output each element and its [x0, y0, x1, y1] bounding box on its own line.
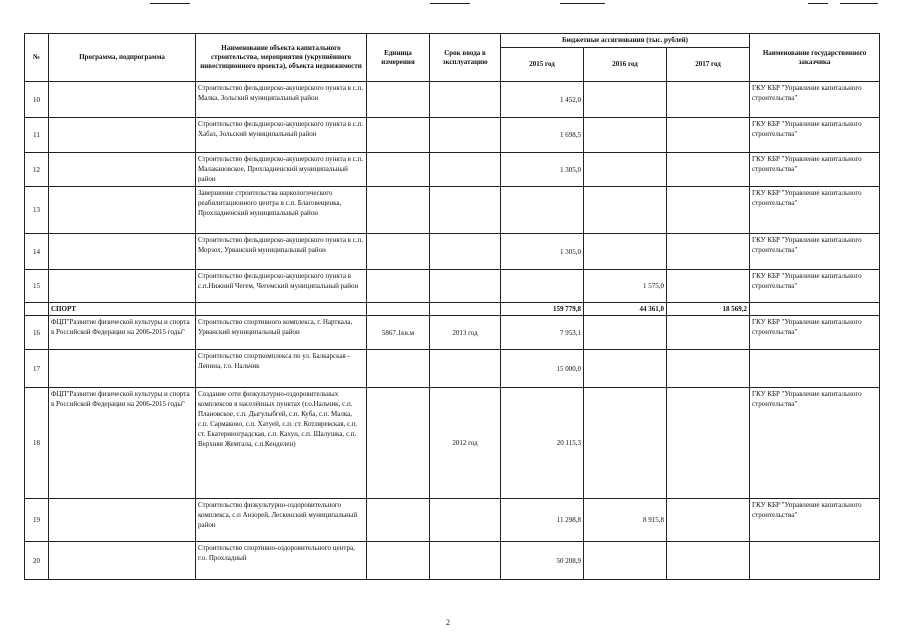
- value-2017-cell: [667, 234, 750, 270]
- term-cell: [430, 187, 501, 234]
- object-name-cell: Строительство физкультурно-оздоровительного комплекса, с.п Анзорей, Лескенский муниципальный район: [196, 499, 367, 542]
- customer-cell: ГКУ КБР "Управление капитального строительства": [750, 499, 880, 542]
- value-2015-cell: [501, 187, 584, 234]
- header-2017: 2017 год: [667, 48, 750, 82]
- table-row: [25, 499, 880, 542]
- value-2015-cell: 1 305,0: [501, 153, 584, 187]
- object-name-cell: Строительство фельдшерско-акушерского пункта в с.п. Морзох, Урванский муниципальный район: [196, 234, 367, 270]
- section-object-cell: [196, 303, 367, 316]
- unit-cell: 5867.1кв.м: [367, 316, 430, 350]
- budget-table: [24, 33, 880, 580]
- value-2016-cell: [584, 118, 667, 153]
- table-row: [25, 153, 880, 187]
- section-sport: [25, 303, 880, 316]
- row-number: 17: [25, 350, 49, 388]
- customer-cell: ГКУ КБР "Управление капитального строительства": [750, 118, 880, 153]
- row-number: 14: [25, 234, 49, 270]
- value-2015-cell: 1 305,0: [501, 234, 584, 270]
- term-cell: 2013 год: [430, 316, 501, 350]
- value-2016-cell: [584, 316, 667, 350]
- term-cell: [430, 234, 501, 270]
- value-2017-cell: [667, 316, 750, 350]
- customer-cell: ГКУ КБР "Управление капитального строительства": [750, 187, 880, 234]
- value-2016-cell: [584, 388, 667, 499]
- row-number: 12: [25, 153, 49, 187]
- term-cell: [430, 499, 501, 542]
- value-2016-cell: [584, 187, 667, 234]
- header-no: №: [25, 34, 49, 82]
- customer-cell: ГКУ КБР "Управление капитального строительства": [750, 316, 880, 350]
- header-program: Программа, подпрограмма: [49, 34, 196, 82]
- value-2015-cell: 7 953,1: [501, 316, 584, 350]
- header-2016: 2016 год: [584, 48, 667, 82]
- page-number: 2: [446, 618, 450, 627]
- term-cell: [430, 542, 501, 580]
- customer-cell: ГКУ КБР "Управление капитального строительства": [750, 82, 880, 118]
- program-cell: [49, 499, 196, 542]
- section-row: [25, 303, 880, 316]
- section-unit-cell: [367, 303, 430, 316]
- section-label: СПОРТ: [49, 303, 196, 316]
- object-name-cell: Строительство фельдшерско-акушерского пункта в с.п. Хабаз, Зольский муниципальный район: [196, 118, 367, 153]
- program-cell: ФЦП"Развитие физической культуры и спорта в Российской Федерации на 2006-2015 годы": [49, 388, 196, 499]
- object-name-cell: Строительство спортивного комплекса, г. Нарткала, Урванский муниципальный район: [196, 316, 367, 350]
- section-customer-cell: [750, 303, 880, 316]
- object-name-cell: Завершение строительства наркологического реабилитационного центра в с.п. Благовещенка, Прохладненский муниципальный район: [196, 187, 367, 234]
- program-cell: [49, 153, 196, 187]
- table-header: [25, 34, 880, 82]
- customer-cell: ГКУ КБР "Управление капитального строительства": [750, 153, 880, 187]
- customer-cell: ГКУ КБР "Управление капитального строительства": [750, 388, 880, 499]
- value-2017-cell: [667, 82, 750, 118]
- unit-cell: [367, 187, 430, 234]
- table-row: [25, 350, 880, 388]
- value-2016-cell: [584, 153, 667, 187]
- table-row: [25, 270, 880, 303]
- program-cell: [49, 542, 196, 580]
- value-2017-cell: [667, 118, 750, 153]
- program-cell: [49, 187, 196, 234]
- program-cell: [49, 270, 196, 303]
- value-2017-cell: [667, 153, 750, 187]
- value-2016-cell: 8 915,8: [584, 499, 667, 542]
- customer-cell: ГКУ КБР "Управление капитального строительства": [750, 270, 880, 303]
- table-row: [25, 388, 880, 499]
- row-number: 11: [25, 118, 49, 153]
- row-number: 13: [25, 187, 49, 234]
- table-body-health: [25, 82, 880, 303]
- unit-cell: [367, 542, 430, 580]
- section-no-cell: [25, 303, 49, 316]
- row-number: 15: [25, 270, 49, 303]
- table-row: [25, 234, 880, 270]
- scan-top-marks: [0, 0, 905, 10]
- header-term: Срок ввода в эксплуатацию: [430, 34, 501, 82]
- customer-cell: [750, 350, 880, 388]
- section-total-2016: 44 361,0: [584, 303, 667, 316]
- object-name-cell: Строительство фельдшерско-акушерского пункта в с.п. Малка, Зольский муниципальный район: [196, 82, 367, 118]
- unit-cell: [367, 82, 430, 118]
- term-cell: [430, 118, 501, 153]
- value-2017-cell: [667, 187, 750, 234]
- table-row: [25, 316, 880, 350]
- value-2017-cell: [667, 499, 750, 542]
- unit-cell: [367, 499, 430, 542]
- table-row: [25, 118, 880, 153]
- term-cell: [430, 350, 501, 388]
- value-2015-cell: 1 452,0: [501, 82, 584, 118]
- row-number: 19: [25, 499, 49, 542]
- object-name-cell: Строительство фельдшерско-акушерского пункта в с.п. Малакановское, Прохладненский муниципальный район: [196, 153, 367, 187]
- value-2015-cell: 20 115,3: [501, 388, 584, 499]
- program-cell: [49, 118, 196, 153]
- table-row: [25, 187, 880, 234]
- value-2015-cell: 15 000,0: [501, 350, 584, 388]
- row-number: 20: [25, 542, 49, 580]
- value-2015-cell: [501, 270, 584, 303]
- object-name-cell: Строительство фельдшерско-акушерского пункта в с.п.Нижний Чегем, Чегемский муниципальный район: [196, 270, 367, 303]
- header-budget: Бюджетные ассигнования (тыс. рублей): [501, 34, 750, 48]
- value-2015-cell: 11 298,8: [501, 499, 584, 542]
- term-cell: [430, 82, 501, 118]
- header-customer: Наименование государственного заказчика: [750, 34, 880, 82]
- value-2017-cell: [667, 270, 750, 303]
- unit-cell: [367, 118, 430, 153]
- header-2015: 2015 год: [501, 48, 584, 82]
- row-number: 18: [25, 388, 49, 499]
- unit-cell: [367, 350, 430, 388]
- term-cell: [430, 270, 501, 303]
- table-row: [25, 82, 880, 118]
- unit-cell: [367, 270, 430, 303]
- unit-cell: [367, 153, 430, 187]
- table-row: [25, 542, 880, 580]
- value-2016-cell: [584, 350, 667, 388]
- term-cell: 2012 год: [430, 388, 501, 499]
- object-name-cell: Строительство спорткомплекса по ул. Балкарская - Ленина, г.о. Нальчик: [196, 350, 367, 388]
- unit-cell: [367, 388, 430, 499]
- term-cell: [430, 153, 501, 187]
- row-number: 10: [25, 82, 49, 118]
- unit-cell: [367, 234, 430, 270]
- value-2015-cell: 1 698,5: [501, 118, 584, 153]
- value-2015-cell: 50 208,9: [501, 542, 584, 580]
- value-2016-cell: [584, 234, 667, 270]
- program-cell: [49, 350, 196, 388]
- object-name-cell: Строительство спортивно-оздоровительного центра, г.о. Прохладный: [196, 542, 367, 580]
- section-term-cell: [430, 303, 501, 316]
- object-name-cell: Создание сети физкультурно-оздоровительных комплексов в населённых пунктах (г.о.Нальчик, с.п. Плановское, с.п. Дыгулыбгей, с.п. Куба, с.п. Малка, с.п. Сармаково, с.п. Хатуей, с.п. ст. Котляревская, с.п. ст. Екатериноградская, с.п. Кахун, с.п. Шалушка, с.п. Верхняя Жемтала, с.п.Кенделен): [196, 388, 367, 499]
- customer-cell: ГКУ КБР "Управление капитального строительства": [750, 234, 880, 270]
- section-total-2017: 18 569,2: [667, 303, 750, 316]
- value-2016-cell: [584, 82, 667, 118]
- value-2016-cell: [584, 542, 667, 580]
- value-2017-cell: [667, 350, 750, 388]
- program-cell: [49, 82, 196, 118]
- header-object: Наименование объекта капитального строительства, мероприятия (укрупнённого инвестиционного проекта), объекта недвижимости: [196, 34, 367, 82]
- program-cell: ФЦП"Развитие физической культуры и спорта в Российской Федерации на 2006-2015 годы": [49, 316, 196, 350]
- program-cell: [49, 234, 196, 270]
- value-2017-cell: [667, 388, 750, 499]
- value-2016-cell: 1 575,0: [584, 270, 667, 303]
- value-2017-cell: [667, 542, 750, 580]
- customer-cell: [750, 542, 880, 580]
- header-unit: Единица измерения: [367, 34, 430, 82]
- table-body-sport: [25, 316, 880, 580]
- row-number: 16: [25, 316, 49, 350]
- section-total-2015: 159 779,8: [501, 303, 584, 316]
